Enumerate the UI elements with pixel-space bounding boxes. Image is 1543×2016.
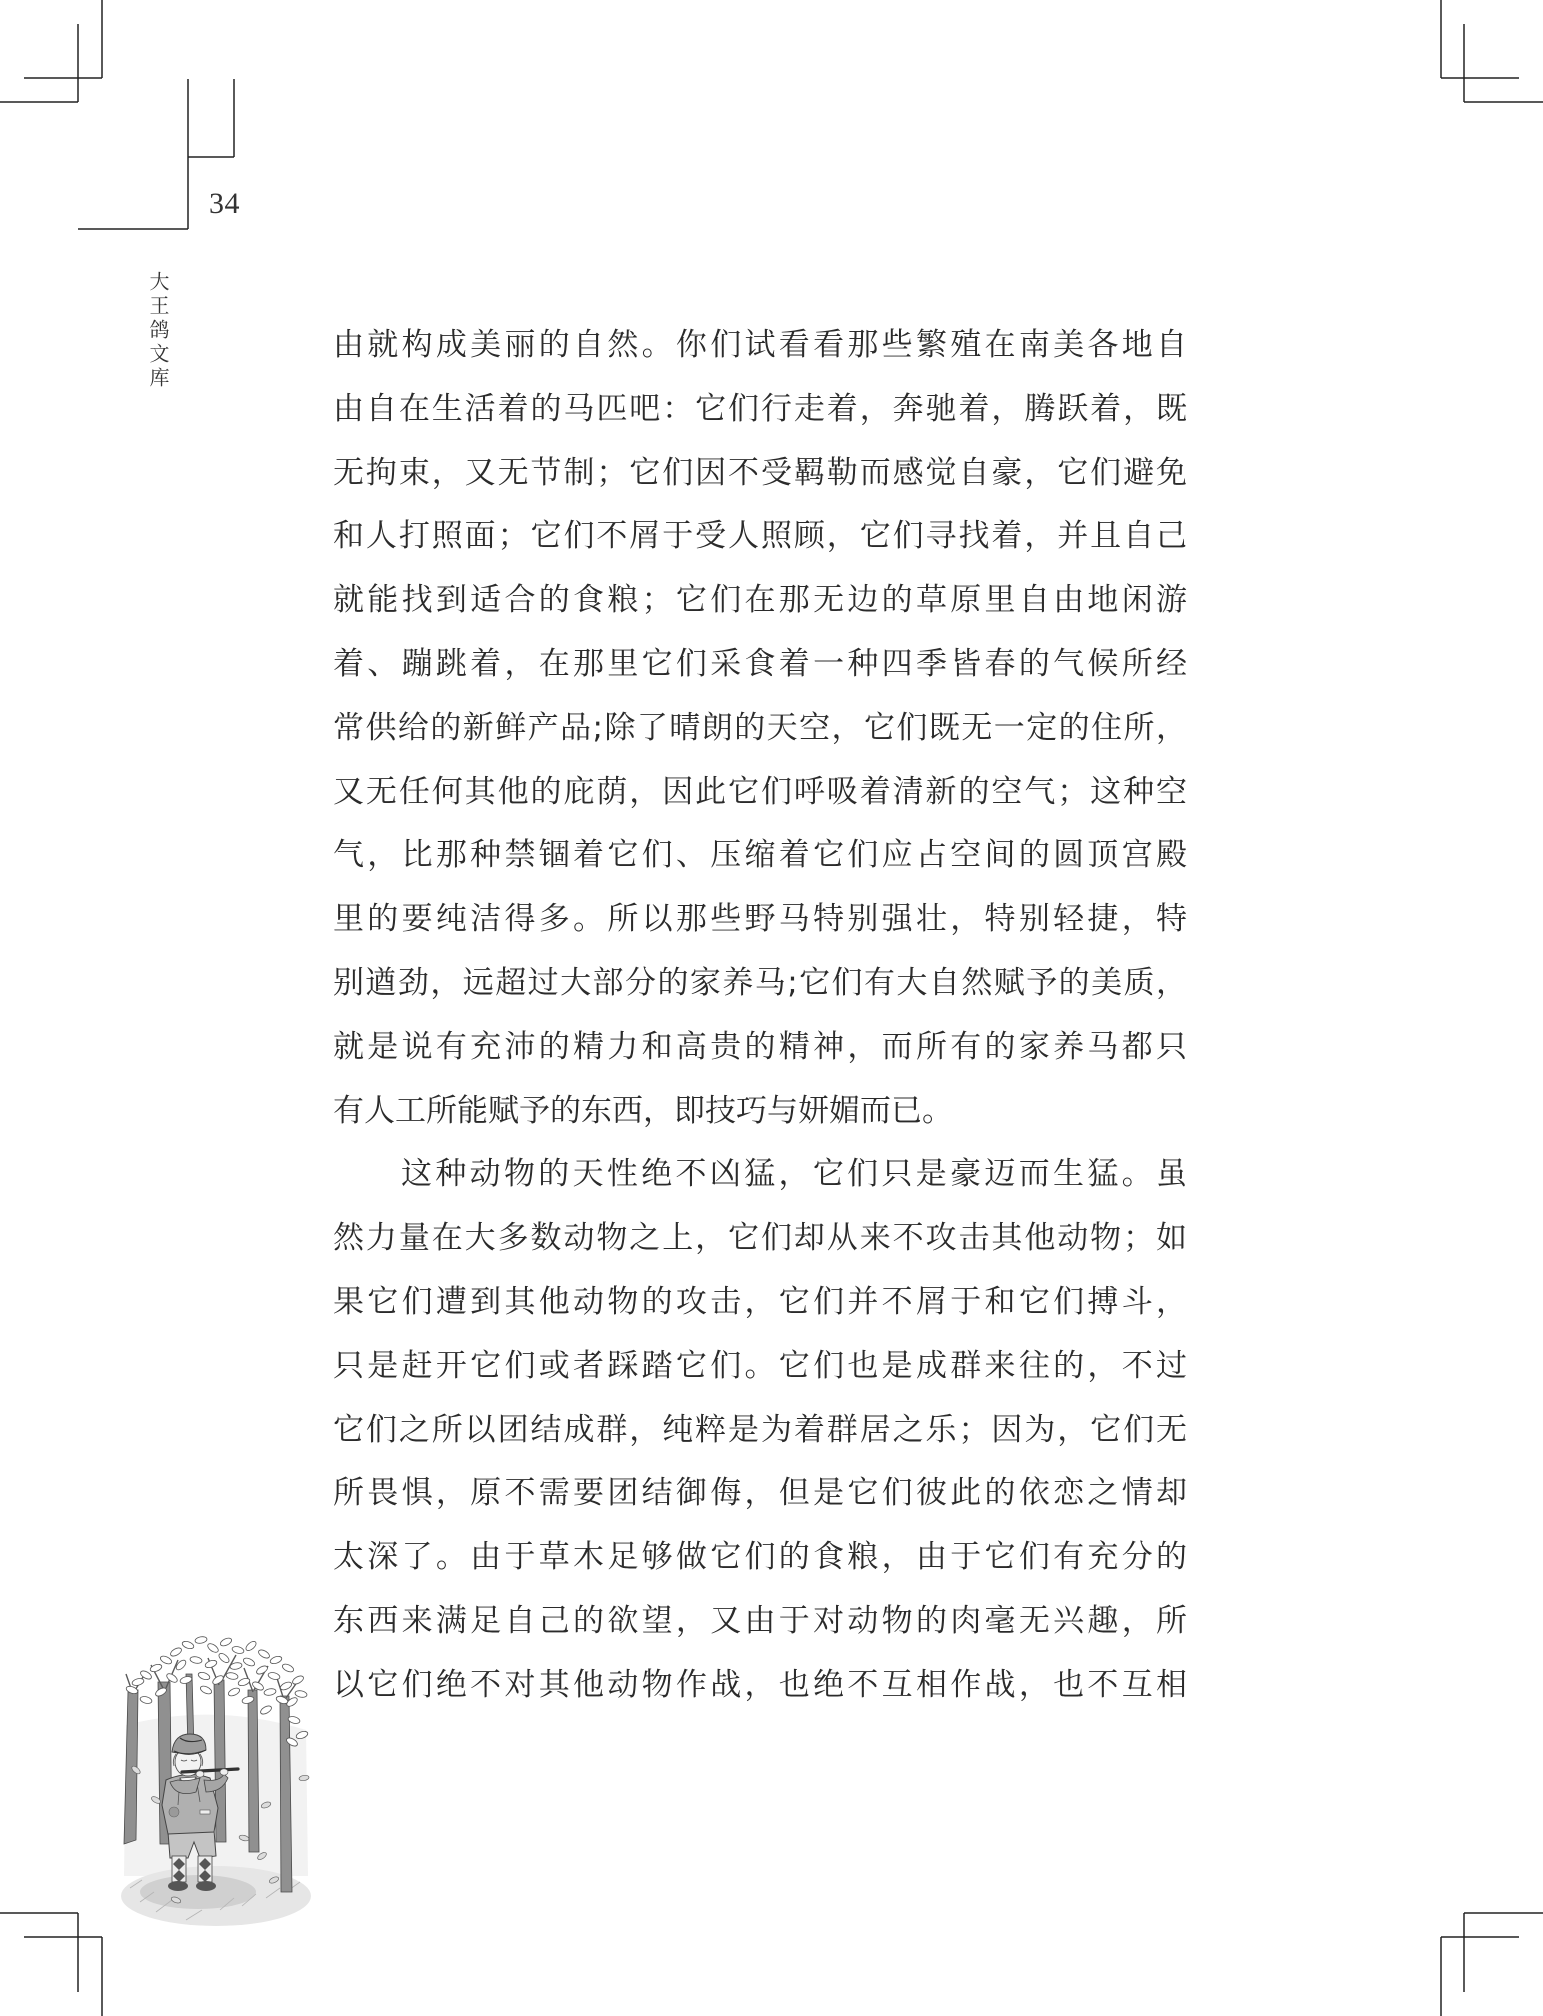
text-line: 然力量在大多数动物之上，它们却从来不攻击其他动物；如	[333, 1220, 1187, 1257]
leaf	[259, 1704, 273, 1716]
text-line: 和人打照面；它们不屑于受人照顾，它们寻找着，并且自己	[333, 518, 1187, 555]
leaf	[199, 1685, 213, 1696]
text-line: 由就构成美丽的自然。你们试看看那些繁殖在南美各地自	[333, 327, 1187, 363]
illustration-boy-flute-forest	[116, 1630, 316, 1930]
text-line: 由自在生活着的马匹吧：它们行走着，奔驰着，腾跃着，既	[333, 390, 1187, 427]
text-line: 气，比那种禁锢着它们、压缩着它们应占空间的圆顶宫殿	[333, 837, 1187, 874]
text-line-paragraph-start: 这种动物的天性绝不凶猛，它们只是豪迈而生猛。虽	[401, 1156, 1187, 1193]
corner-marks-top-right	[1441, 0, 1543, 102]
jacket-pocket	[200, 1810, 210, 1814]
leaf	[197, 1671, 210, 1681]
text-line: 果它们遭到其他动物的攻击，它们并不屑于和它们搏斗，	[333, 1283, 1187, 1320]
leaf	[264, 1688, 277, 1696]
tree-trunk	[248, 1690, 259, 1852]
corner-marks-bottom-left	[0, 1913, 102, 2016]
corner-marks-top-left	[0, 0, 102, 102]
leaf	[206, 1642, 220, 1654]
text-line: 就是说有充沛的精力和高贵的精神，而所有的家养马都只	[333, 1028, 1187, 1065]
hand-left	[196, 1771, 204, 1777]
leaf	[257, 1648, 271, 1660]
leaf	[269, 1655, 282, 1665]
leaf	[295, 1690, 308, 1698]
text-line-paragraph-end: 有人工所能赋予的东西，即技巧与妍媚而已。	[333, 1092, 953, 1129]
text-line: 只是赶开它们或者踩踏它们。它们也是成群来往的，不过	[333, 1347, 1187, 1384]
text-line: 又无任何其他的庇荫，因此它们呼吸着清新的空气；这种空	[333, 773, 1187, 810]
tree-trunk	[280, 1696, 292, 1892]
text-line: 以它们绝不对其他动物作战，也绝不互相作战，也不互相	[333, 1666, 1187, 1703]
corner-marks-bottom-right	[1441, 1913, 1543, 2016]
leaf	[281, 1663, 295, 1674]
text-line: 所畏惧，原不需要团结御侮，但是它们彼此的依恋之情却	[333, 1475, 1187, 1512]
text-line: 东西来满足自己的欲望，又由于对动物的肉毫无兴趣，所	[333, 1602, 1187, 1639]
leaf	[217, 1652, 230, 1665]
series-title-vertical: 大王鸽文库	[146, 271, 170, 391]
leaf	[244, 1640, 257, 1653]
text-line: 别遒劲，远超过大部分的家养马;它们有大自然赋予的美质，	[333, 964, 1187, 1001]
leaf	[219, 1637, 233, 1648]
text-line: 着、蹦跳着，在那里它们采食着一种四季皆春的气候所经	[333, 645, 1187, 682]
leaf	[237, 1677, 250, 1687]
page-number: 34	[209, 187, 240, 220]
leaf	[139, 1695, 152, 1704]
leaf	[291, 1674, 305, 1686]
paragraph-2	[333, 1143, 1187, 1717]
text-line: 无拘束，又无节制；它们因不受羁勒而感觉自豪，它们避免	[333, 454, 1187, 491]
leaf	[181, 1640, 194, 1650]
text-line: 常供给的新鲜产品;除了晴朗的天空，它们既无一定的住所，	[333, 709, 1187, 746]
paragraph-1	[333, 314, 1187, 1143]
leaf	[231, 1645, 244, 1654]
leaf	[204, 1659, 217, 1669]
leaf	[195, 1636, 208, 1644]
text-line: 里的要纯洁得多。所以那些野马特别强壮，特别轻捷，特	[333, 901, 1187, 938]
body-text	[333, 314, 1187, 1718]
leaf	[255, 1664, 269, 1676]
shoe-right	[196, 1881, 216, 1891]
leaf	[190, 1656, 203, 1664]
leaf	[267, 1671, 280, 1680]
leaf	[226, 1672, 239, 1680]
leaf	[169, 1646, 183, 1658]
hand-right	[220, 1769, 228, 1775]
shoe-left	[168, 1881, 188, 1891]
leaf	[227, 1687, 241, 1698]
leaf	[131, 1677, 144, 1686]
text-line: 就能找到适合的食粮；它们在那无边的草原里自由地闲游	[333, 582, 1187, 619]
text-line: 太深了。由于草木足够做它们的食粮，由于它们有充分的	[333, 1539, 1187, 1576]
leaf	[159, 1655, 173, 1666]
jacket-patch	[169, 1807, 179, 1817]
text-line: 它们之所以团结成群，纯粹是为着群居之乐；因为，它们无	[333, 1411, 1187, 1448]
leaf	[242, 1657, 256, 1668]
leaf	[149, 1663, 162, 1673]
